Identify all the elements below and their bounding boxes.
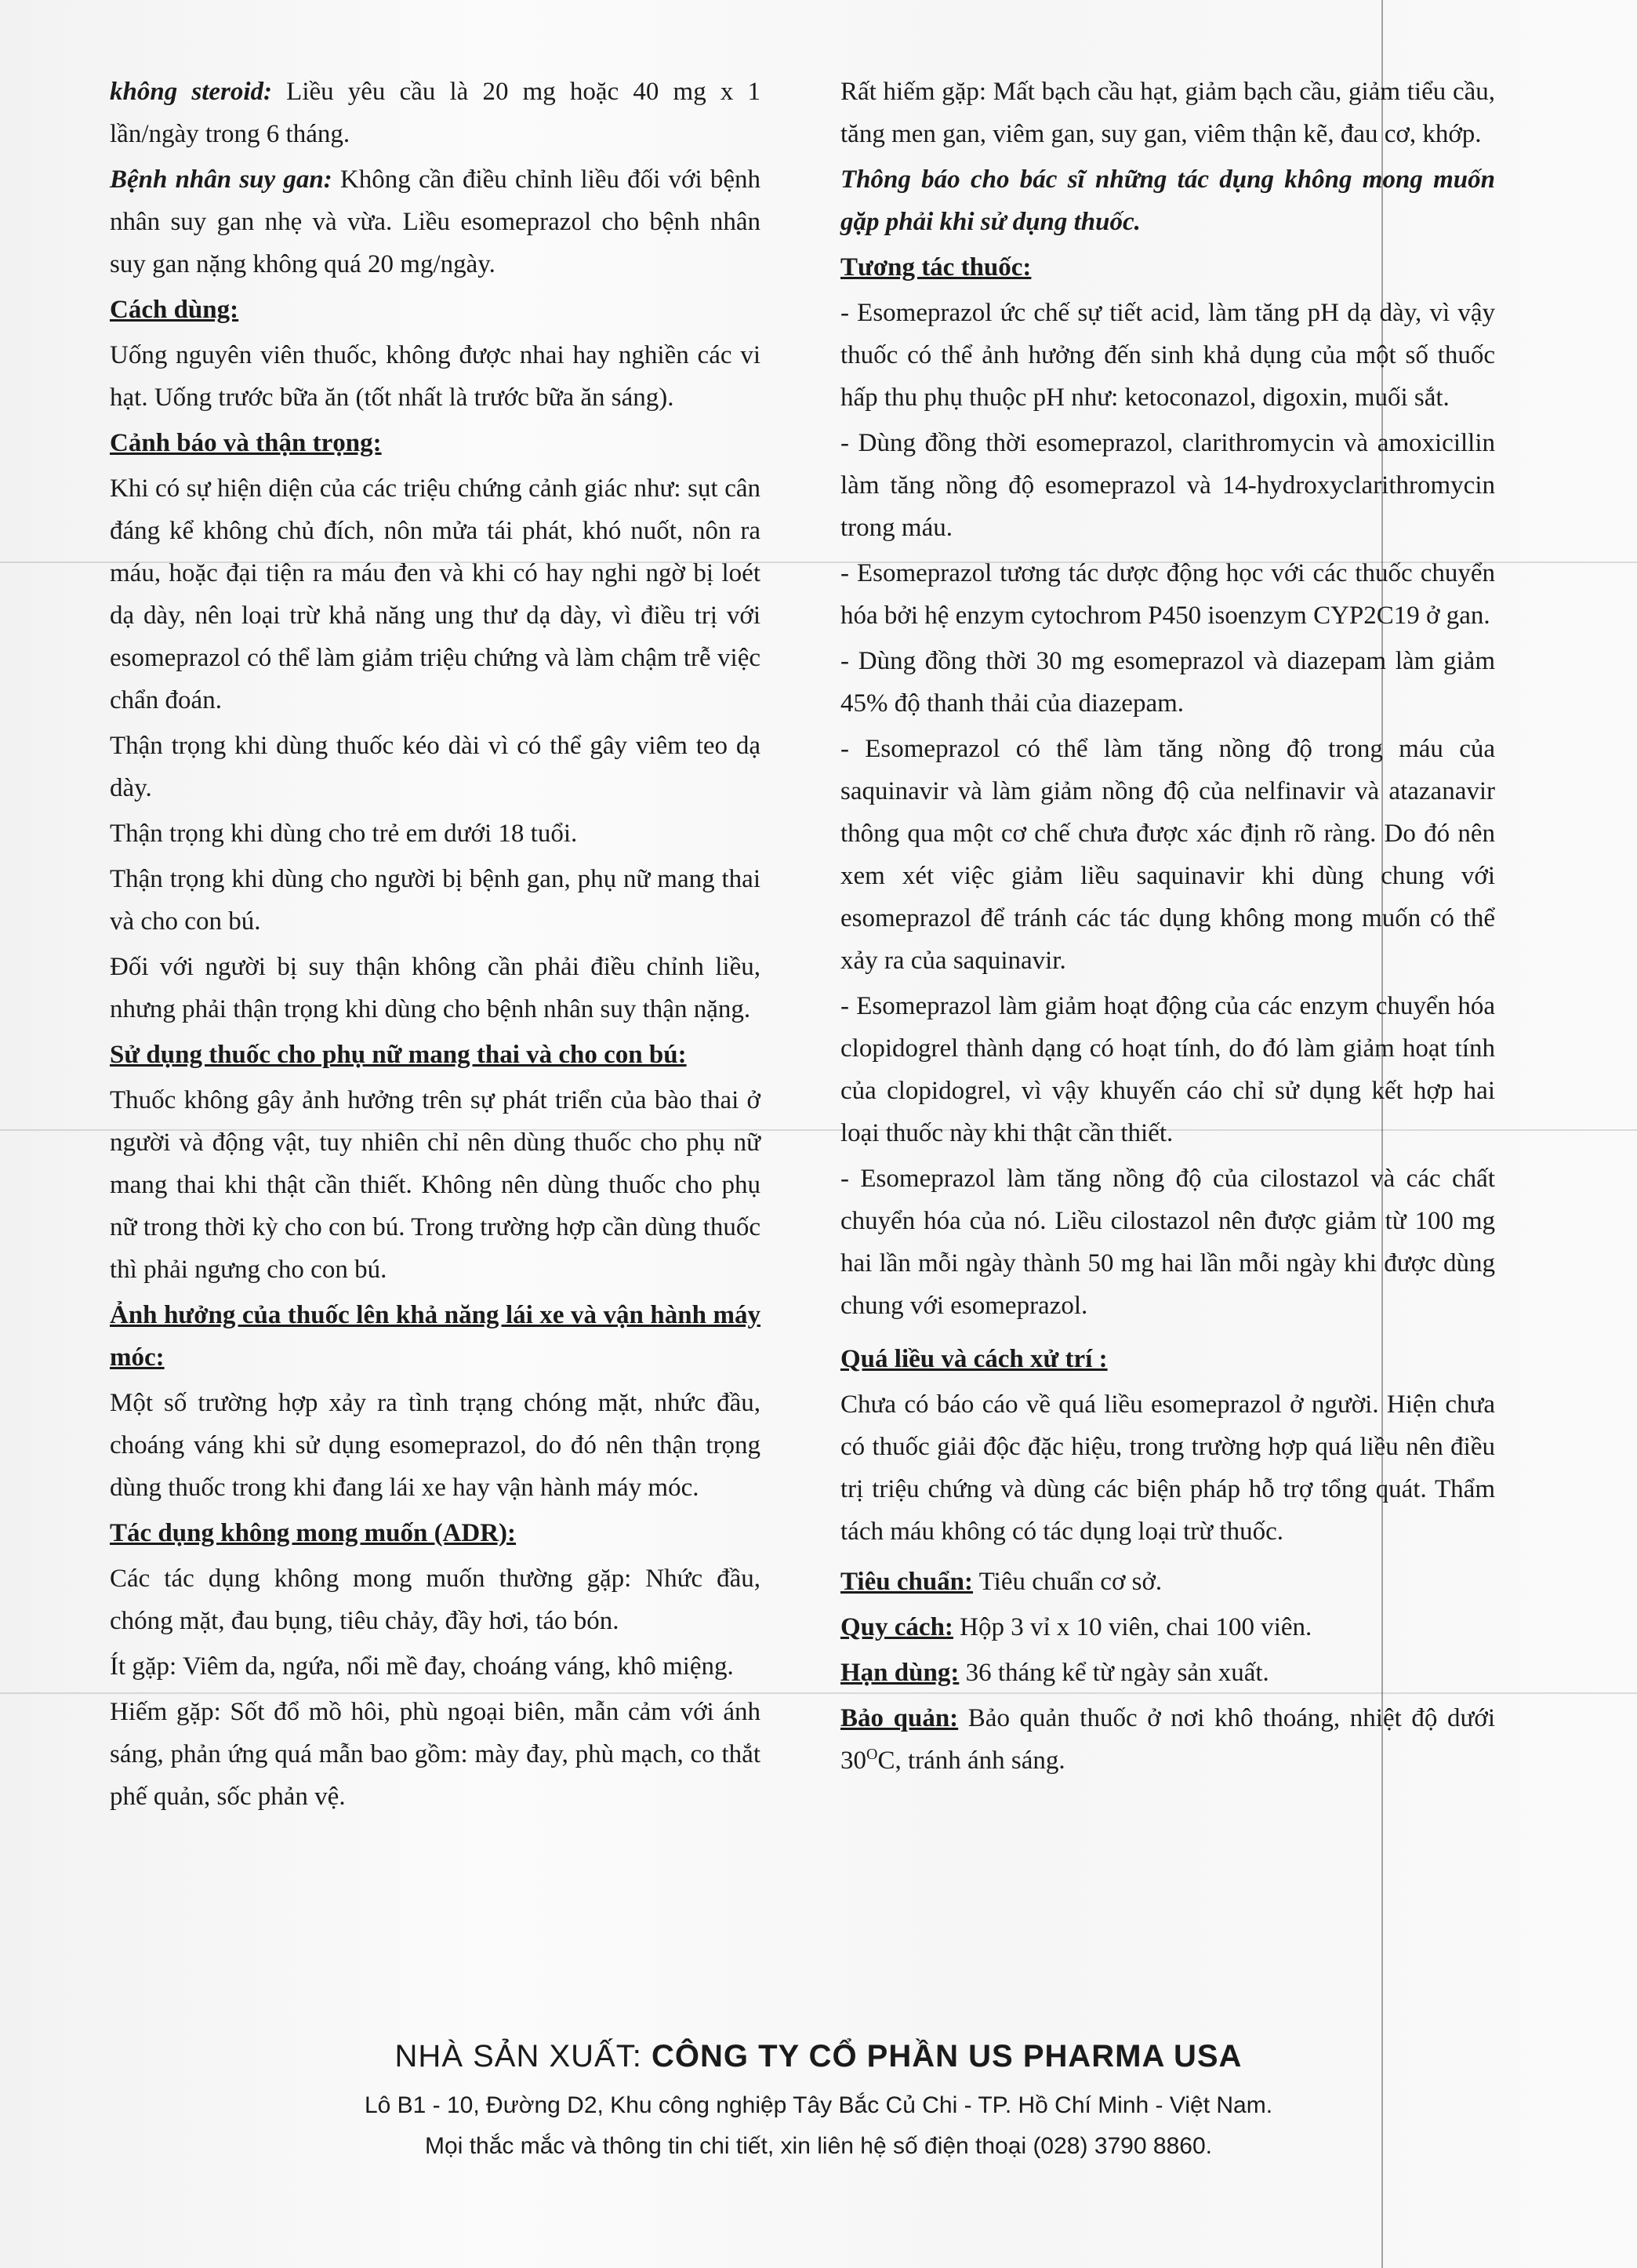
dosage-nsaid (110, 71, 760, 155)
adr-paragraph: Hiếm gặp: Sốt đổ mồ hôi, phù ngoại biên, mẫn cảm với ánh sáng, phản ứng quá mẫn bao gồm: mày đay, phù mạch, co thắt phế quản, sốc phản vệ. (110, 1698, 760, 1811)
label-standard: Tiêu chuẩn: (840, 1568, 974, 1596)
contact-line: Mọi thắc mắc và thông tin chi tiết, xin liên hệ số điện thoại (028) 3790 8860. (425, 2133, 1212, 2159)
interaction-item: - Esomeprazol có thể làm tăng nồng độ trong máu của saquinavir và làm giảm nồng độ của nelfinavir và atazanavir thông qua một cơ chế chưa được xác định rõ ràng. Do đó nên xem xét việc giảm liều saquinavir khi dùng chung với esomeprazol để tránh các tác dụng không mong muốn có thể xảy ra của saquinavir. (840, 735, 1495, 975)
warning-paragraph: Thận trọng khi dùng thuốc kéo dài vì có thể gây viêm teo dạ dày. (110, 732, 760, 802)
text-packaging: Hộp 3 vỉ x 10 viên, chai 100 viên. (953, 1613, 1312, 1641)
interaction-item: - Dùng đồng thời esomeprazol, clarithromycin và amoxicillin làm tăng nồng độ esomeprazol và 14-hydroxyclarithromycin trong máu. (840, 429, 1495, 542)
warning-paragraph: Khi có sự hiện diện của các triệu chứng cảnh giác như: sụt cân đáng kể không chủ đích, nôn mửa tái phát, khó nuốt, nôn ra máu, hoặc đại tiện ra máu đen và khi có hay nghi ngờ bị loét dạ dày, nên loại trừ khả năng ung thư dạ dày, vì điều trị với esomeprazol có thể làm giảm triệu chứng và làm chậm trễ việc chẩn đoán. (110, 474, 760, 714)
text-nsaid: Liều yêu cầu là 20 mg hoặc 40 mg x 1 lần/ngày trong 6 tháng. (110, 78, 760, 148)
heading-adr: Tác dụng không mong muốn (ADR): (110, 1519, 517, 1547)
interaction-item: - Esomeprazol làm giảm hoạt động của các enzym chuyển hóa clopidogrel thành dạng có hoạt tính, do đó làm giảm hoạt tính của clopidogrel, vì vậy khuyến cáo chỉ sử dụng kết hợp hai loại thuốc này khi thật cần thiết. (840, 992, 1495, 1147)
driving-text: Một số trường hợp xảy ra tình trạng chóng mặt, nhức đầu, choáng váng khi sử dụng esomeprazol, do đó nên thận trọng dùng thuốc trong khi đang lái xe hay vận hành máy móc. (110, 1389, 760, 1502)
pregnancy-text: Thuốc không gây ảnh hưởng trên sự phát triển của bào thai ở người và động vật, tuy nhiên chỉ nên dùng thuốc cho phụ nữ mang thai khi thật cần thiết. Không nên dùng thuốc cho phụ nữ trong thời kỳ cho con bú. Trong trường hợp cần dùng thuốc thì phải ngưng cho con bú. (110, 1086, 760, 1284)
expiry-line (840, 1652, 1495, 1694)
dosage-liver (110, 158, 760, 285)
adr-paragraph: Các tác dụng không mong muốn thường gặp: Nhức đầu, chóng mặt, đau bụng, tiêu chảy, đầy hơi, táo bón. (110, 1565, 760, 1635)
warning-paragraph: Thận trọng khi dùng cho trẻ em dưới 18 tuổi. (110, 820, 578, 848)
usage-text: Uống nguyên viên thuốc, không được nhai hay nghiền các vi hạt. Uống trước bữa ăn (tốt nhất là trước bữa ăn sáng). (110, 341, 760, 412)
text-liver: Không cần điều chỉnh liều đối với bệnh nhân suy gan nhẹ và vừa. Liều esomeprazol cho bệnh nhân suy gan nặng không quá 20 mg/ngày. (110, 165, 760, 278)
text-standard: Tiêu chuẩn cơ sở. (973, 1568, 1163, 1596)
label-liver: Bệnh nhân suy gan: (110, 165, 332, 194)
interaction-item: - Esomeprazol làm tăng nồng độ của cilostazol và các chất chuyển hóa của nó. Liều cilostazol nên được giảm từ 100 mg hai lần mỗi ngày thành 50 mg hai lần mỗi ngày khi được dùng chung với esomeprazol. (840, 1165, 1495, 1320)
interaction-item: - Dùng đồng thời 30 mg esomeprazol và diazepam làm giảm 45% độ thanh thải của diazepam. (840, 647, 1495, 718)
manufacturer-prefix: NHÀ SẢN XUẤT: (394, 2039, 652, 2074)
warning-paragraph: Đối với người bị suy thận không cần phải điều chỉnh liều, nhưng phải thận trọng khi dùng cho bệnh nhân suy thận nặng. (110, 953, 760, 1023)
heading-driving: Ảnh hưởng của thuốc lên khả năng lái xe và vận hành máy móc: (110, 1301, 760, 1372)
text-expiry: 36 tháng kể từ ngày sản xuất. (959, 1659, 1269, 1687)
adr-paragraph: Ít gặp: Viêm da, ngứa, nổi mề đay, choáng váng, khô miệng. (110, 1652, 734, 1681)
interaction-item: - Esomeprazol ức chế sự tiết acid, làm tăng pH dạ dày, vì vậy thuốc có thể ảnh hưởng đến sinh khả dụng của một số thuốc hấp thu phụ thuộc pH như: ketoconazol, digoxin, muối sắt. (840, 299, 1495, 412)
label-nsaid: không steroid: (110, 78, 273, 106)
heading-interactions: Tương tác thuốc: (840, 253, 1032, 282)
heading-pregnancy: Sử dụng thuốc cho phụ nữ mang thai và cho con bú: (110, 1041, 687, 1069)
label-expiry: Hạn dùng: (840, 1659, 960, 1687)
adr-very-rare: Rất hiếm gặp: Mất bạch cầu hạt, giảm bạch cầu, giảm tiểu cầu, tăng men gan, viêm gan, suy gan, viêm thận kẽ, đau cơ, khớp. (840, 78, 1495, 148)
adr-notice: Thông báo cho bác sĩ những tác dụng không mong muốn gặp phải khi sử dụng thuốc. (840, 165, 1495, 236)
text-storage-end: C, tránh ánh sáng. (877, 1746, 1065, 1775)
warning-paragraph: Thận trọng khi dùng cho người bị bệnh gan, phụ nữ mang thai và cho con bú. (110, 865, 760, 936)
standard-line (840, 1561, 1495, 1603)
degree-sup: O (866, 1746, 878, 1763)
text-storage: Bảo quản thuốc ở nơi khô thoáng, nhiệt độ dưới 30 (840, 1704, 1495, 1775)
label-packaging: Quy cách: (840, 1613, 953, 1641)
manufacturer-name: CÔNG TY CỔ PHẦN US PHARMA USA (651, 2039, 1243, 2074)
label-storage: Bảo quản: (840, 1704, 959, 1732)
interaction-item: - Esomeprazol tương tác dược động học với các thuốc chuyển hóa bởi hệ enzym cytochrom P450 isoenzym CYP2C19 ở gan. (840, 559, 1495, 630)
overdose-text: Chưa có báo cáo về quá liều esomeprazol ở người. Hiện chưa có thuốc giải độc đặc hiệu, trong trường hợp quá liều nên điều trị triệu chứng và dùng các biện pháp hỗ trợ tổng quát. Thẩm tách máu không có tác dụng loại trừ thuốc. (840, 1390, 1495, 1546)
packaging-line (840, 1606, 1495, 1648)
heading-overdose: Quá liều và cách xử trí : (840, 1345, 1108, 1373)
manufacturer-address: Lô B1 - 10, Đường D2, Khu công nghiệp Tây Bắc Củ Chi - TP. Hồ Chí Minh - Việt Nam. (364, 2092, 1273, 2118)
manufacturer-line (0, 2039, 1637, 2074)
heading-usage: Cách dùng: (110, 296, 239, 324)
right-column (840, 71, 1495, 1785)
left-column (110, 71, 760, 1821)
heading-warnings: Cảnh báo và thận trọng: (110, 429, 382, 457)
storage-line (840, 1697, 1495, 1782)
